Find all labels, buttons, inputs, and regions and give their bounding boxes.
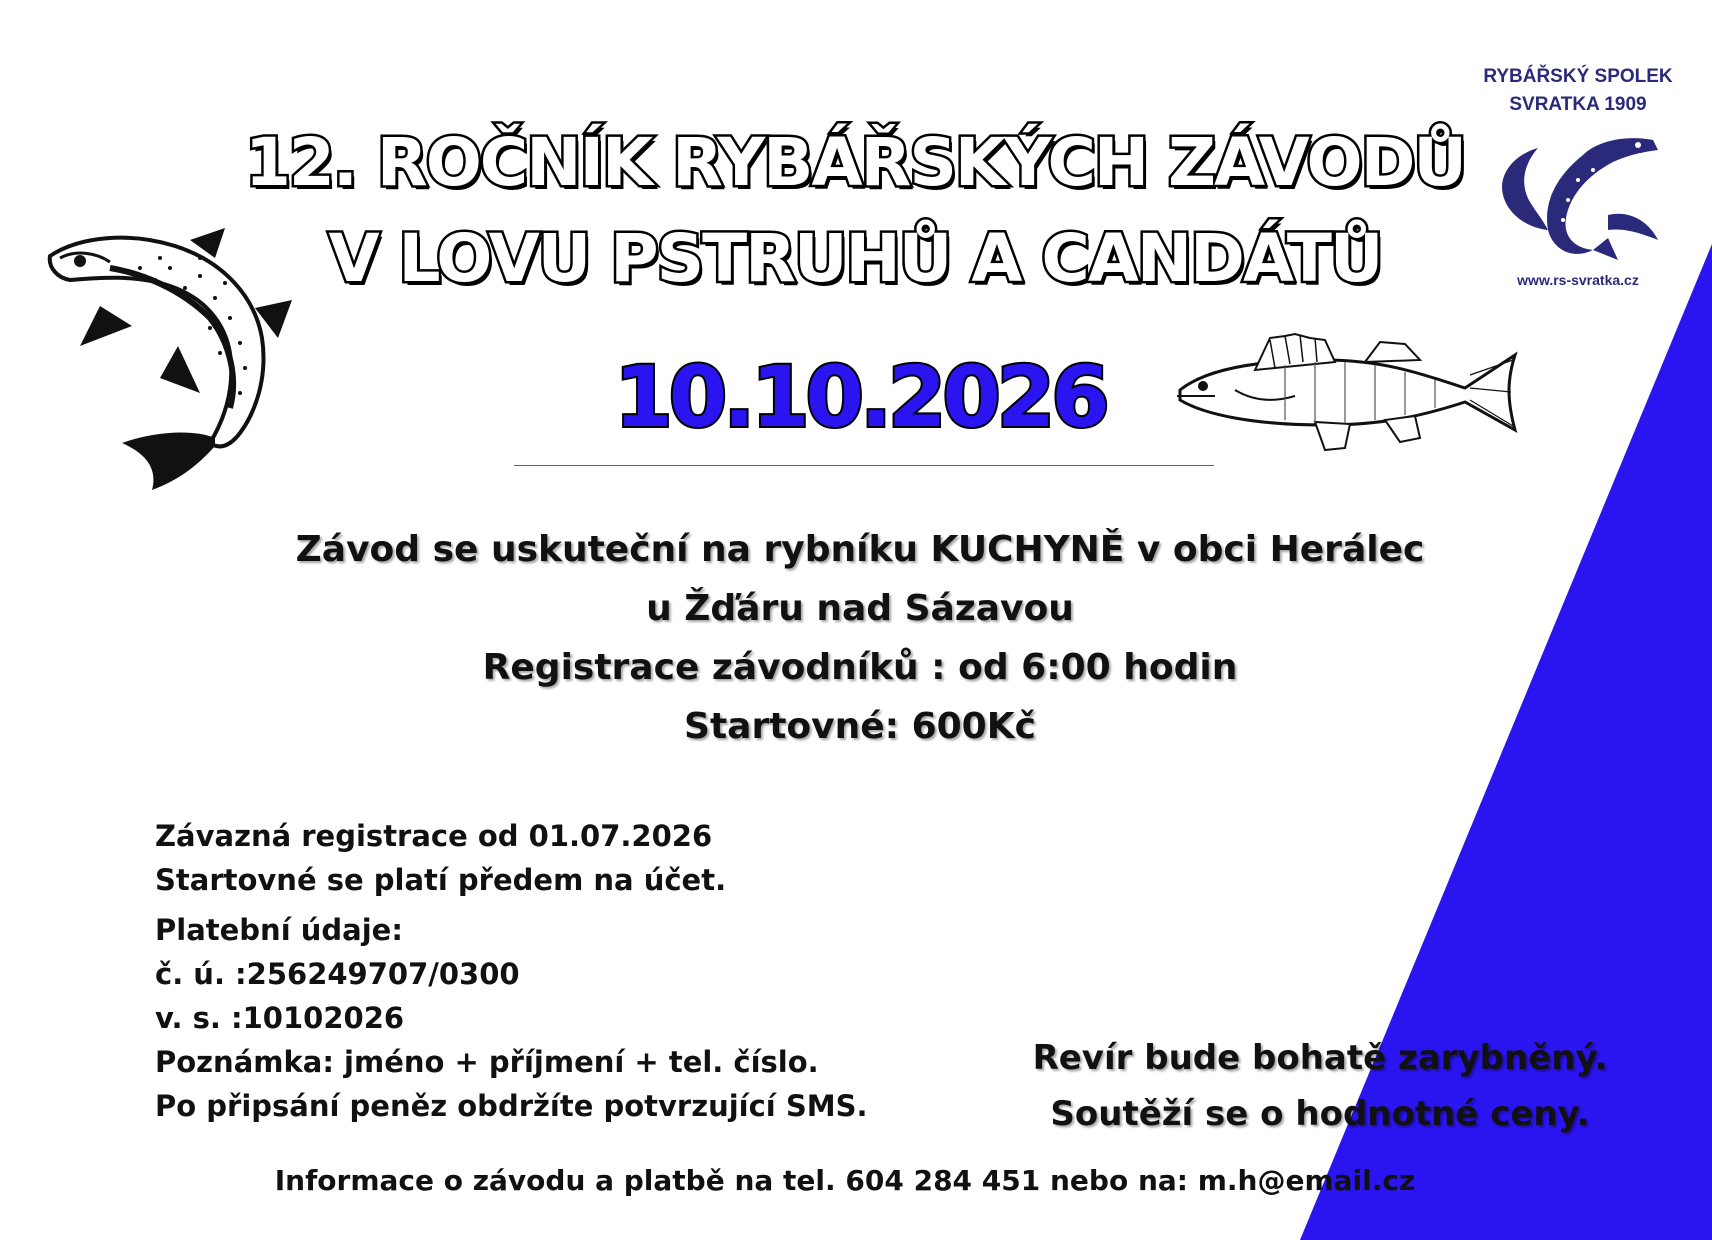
zander-illustration <box>1175 330 1530 465</box>
club-logo <box>1478 58 1678 303</box>
info-location-town: u Žďáru nad Sázavou <box>646 588 1074 629</box>
details-variable-symbol: v. s. :10102026 <box>155 1001 405 1035</box>
info-registration-time: Registrace závodníků : od 6:00 hodin <box>482 647 1238 688</box>
divider-line <box>514 465 1214 466</box>
logo-name: RYBÁŘSKÝ SPOLEK <box>1483 66 1673 87</box>
logo-subname: SVRATKA 1909 <box>1509 94 1647 115</box>
trout-illustration <box>40 228 310 493</box>
info-fee: Startovné: 600Kč <box>684 706 1036 747</box>
event-date: 10.10.2026 <box>614 348 1106 446</box>
details-prepay-note: Startovné se platí předem na účet. <box>155 863 727 897</box>
details-payment-heading: Platební údaje: <box>155 913 403 947</box>
contact-footer: Informace o závodu a platbě na tel. 604 284 451 nebo na: m.h@email.cz <box>274 1164 1416 1197</box>
details-payment-note: Poznámka: jméno + příjmení + tel. číslo. <box>155 1045 819 1079</box>
details-account-number: č. ú. :256249707/0300 <box>155 957 520 991</box>
pike-logo-icon <box>1488 120 1668 265</box>
event-info <box>160 520 1560 756</box>
title-line-2: V LOVU PSTRUHŮ A CANDÁTŮ <box>328 220 1382 297</box>
details-registration-date: Závazná registrace od 01.07.2026 <box>155 819 713 853</box>
title-line-1: 12. ROČNÍK RYBÁŘSKÝCH ZÁVODŮ <box>244 124 1465 201</box>
details-sms-confirmation: Po připsání peněz obdržíte potvrzující SMS. <box>155 1089 868 1123</box>
promo-line-1: Revír bude bohatě zarybněný. <box>1032 1038 1608 1078</box>
promo-text <box>950 1030 1690 1142</box>
promo-line-2: Soutěží se o hodnotné ceny. <box>1050 1094 1590 1134</box>
payment-details <box>155 814 867 1128</box>
logo-url: www.rs-svratka.cz <box>1517 272 1639 288</box>
info-location: Závod se uskuteční na rybníku KUCHYNĚ v obci Herálec <box>295 529 1425 570</box>
